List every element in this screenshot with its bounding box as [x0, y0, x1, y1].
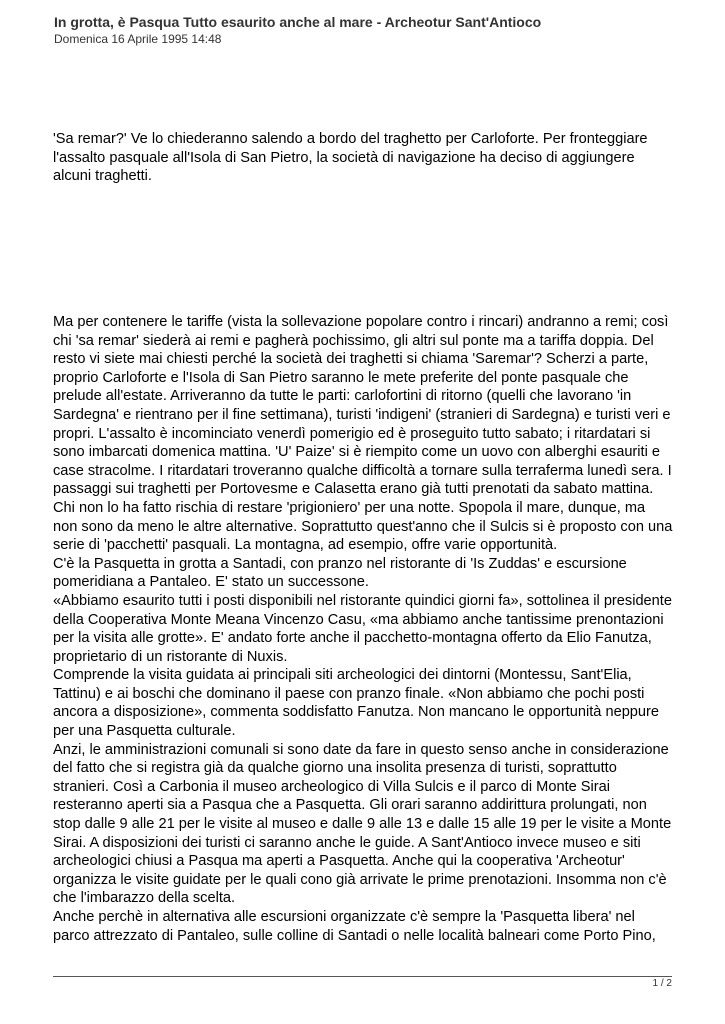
text-line: per una Pasquetta culturale. [53, 723, 236, 740]
text-line: propri. L'assalto è incominciato venerdì pomerigio ed è proseguito tutto sabato; i ritardatari si [53, 425, 651, 442]
text-line: proprietario di un ristorante di Nuxis. [53, 648, 288, 665]
text-line: resteranno aperti sia a Pasqua che a Pasquetta. Gli orari saranno addirittura prolungati, non [53, 797, 647, 814]
text-line: resto vi siete mai chiesti perché la società dei traghetti si chiama 'Saremar'? Scherzi a parte, [53, 351, 649, 368]
text-line: l'assalto pasquale all'Isola di San Pietro, la società di navigazione ha deciso di aggiungere [53, 149, 635, 166]
text-line: non sono da meno le altre alternative. Soprattutto quest'anno che il Sulcis si è proposto con una [53, 518, 673, 535]
text-line: sono imbarcati domenica mattina. 'U' Paize' si è riempito come un uovo con alberghi esauriti e [53, 444, 661, 461]
text-line: Ma per contenere le tariffe (vista la sollevazione popolare contro i rincari) andranno a remi; così [53, 314, 669, 330]
footer-divider [53, 976, 672, 977]
text-line: Tattinu) e ai boschi che dominano il paese con pranzo finale. «Non abbiamo che pochi posti [53, 685, 645, 702]
text-line: Chi non lo ha fatto rischia di restare 'prigioniero' per una notte. Spopola il mare, dunque, ma [53, 499, 646, 516]
text-line: proprio Carloforte e l'Isola di San Pietro saranno le mete preferite del ponte pasquale che [53, 369, 629, 386]
text-line: 'Sa remar?' Ve lo chiederanno salendo a bordo del traghetto per Carloforte. Per fronteggiare [53, 131, 648, 147]
text-line: C'è la Pasquetta in grotta a Santadi, con pranzo nel ristorante di 'Is Zuddas' e escursione [53, 555, 627, 572]
text-line: stop dalle 9 alle 21 per le visite al museo e dalle 9 alle 13 e dalle 15 alle 19 per le visite a Monte [53, 816, 672, 833]
text-line: Anche perchè in alternativa alle escursioni organizzate c'è sempre la 'Pasquetta libera' nel [53, 909, 635, 925]
text-line: Sardegna' e rientrano per il fine settimana), turisti 'indigeni' (stranieri di Sardegna) e turisti veri e [53, 406, 671, 423]
document-header [54, 14, 694, 47]
text-line: pomeridiana a Pantaleo. E' stato un successone. [53, 574, 369, 591]
text-line: del fatto che si registra già da qualche giorno una insolita presenza di turisti, soprattutto [53, 760, 617, 777]
text-line: passaggi sui traghetti per Portovesme e Calasetta erano già tutti prenotati da sabato mattina. [53, 481, 654, 498]
text-line: per la visita alle grotte». E' andato forte anche il pacchetto-montagna offerto da Elio Fanutza, [53, 630, 652, 647]
text-line: della Cooperativa Monte Meana Vincenzo Casu, «ma abbiamo anche tantissime prenontazioni [53, 611, 664, 628]
text-line: parco attrezzato di Pantaleo, sulle colline di Santadi o nelle località balneari come Porto Pino, [53, 927, 656, 944]
intro-paragraph [53, 130, 678, 186]
text-line: case stracolme. I ritardatari troveranno qualche difficoltà a tornare sulla terraferma lunedì sera. I [53, 462, 672, 479]
text-line: Sirai. A disposizioni dei turisti ci saranno anche le guide. A Sant'Antioco invece museo e siti [53, 834, 641, 851]
text-line: ancora a disposizione», commenta soddisfatto Fanutza. Non mancano le opportunità neppure [53, 704, 660, 721]
text-line: stranieri. Così a Carbonia il museo archeologico di Villa Sulcis e il parco di Monte Sirai [53, 778, 610, 795]
article-title: In grotta, è Pasqua Tutto esaurito anche al mare - Archeotur Sant'Antioco [54, 14, 542, 30]
text-line: Anzi, le amministrazioni comunali si sono date da fare in questo senso anche in considerazione [53, 741, 669, 758]
text-line: Comprende la visita guidata ai principali siti archeologici dei dintorni (Montessu, Sant'Elia, [53, 667, 632, 684]
page-number: 1 / 2 [652, 978, 672, 989]
text-line: organizza le visite guidate per le quali cono già arrivate le prime prenotazioni. Insomma non c'è [53, 871, 667, 888]
text-line: chi 'sa remar' siederà ai remi e pagherà pochissimo, gli altri sul ponte ma a tariffa doppia. Del [53, 332, 654, 349]
article-date: Domenica 16 Aprile 1995 14:48 [54, 32, 222, 46]
text-line: prelude all'estate. Arriveranno da tutte le parti: carlofortini di ritorno (quelli che lavorano 'in [53, 388, 632, 405]
text-line: archeologici chiusi a Pasqua ma aperti a Pasquetta. Anche qui la cooperativa 'Archeotur' [53, 853, 625, 870]
text-line: serie di 'pacchetti' pasquali. La montagna, ad esempio, offre varie opportunità. [53, 537, 558, 554]
text-line: alcuni traghetti. [53, 168, 152, 185]
text-line: «Abbiamo esaurito tutti i posti disponibili nel ristorante quindici giorni fa», sottolinea il presidente [53, 592, 672, 609]
text-line: che l'imbarazzo della scelta. [53, 890, 236, 907]
body-paragraph [53, 313, 678, 945]
